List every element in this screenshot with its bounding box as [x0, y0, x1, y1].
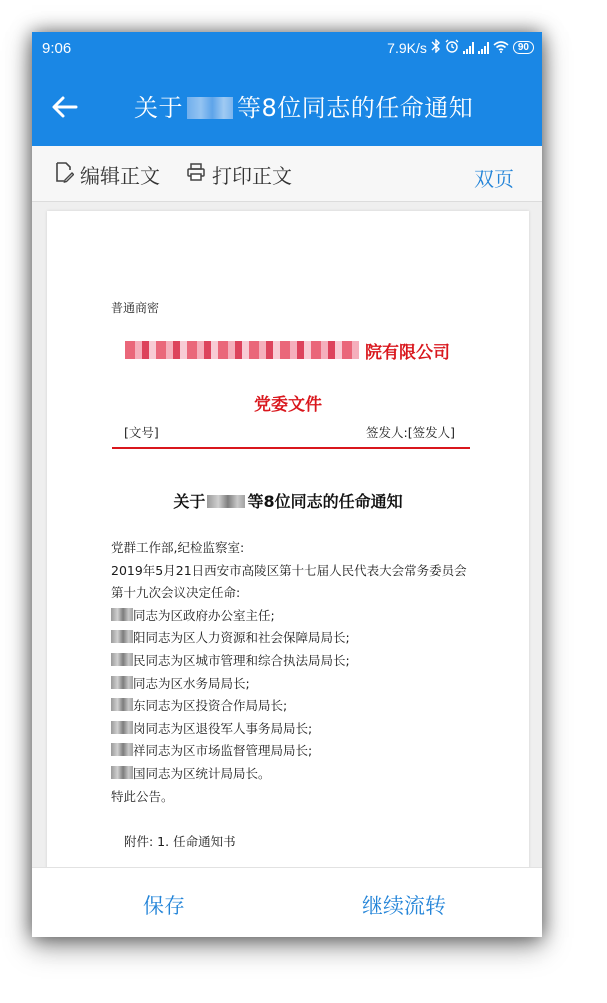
notice-title — [47, 489, 529, 512]
redacted-name-mosaic — [111, 721, 133, 734]
edit-icon — [54, 161, 74, 188]
bluetooth-icon — [431, 39, 441, 56]
issuing-company — [125, 337, 450, 363]
page-title — [134, 88, 473, 123]
document-type-heading: 党委文件 — [254, 395, 322, 415]
wifi-icon — [493, 40, 509, 56]
red-divider — [112, 447, 470, 449]
redacted-name-mosaic — [111, 608, 133, 621]
redacted-name-mosaic — [187, 97, 233, 119]
appointment-text: 岗同志为区退役军人事务局局长; — [133, 720, 313, 736]
redacted-name-mosaic — [111, 698, 133, 711]
redacted-name-mosaic — [111, 743, 133, 756]
printer-icon — [186, 162, 206, 187]
appointment-item — [111, 673, 501, 696]
edit-text-label: 编辑正文 — [80, 164, 160, 188]
document-signer: 签发人:[签发人] — [366, 425, 455, 440]
phone-screen — [32, 32, 542, 937]
notice-title-prefix: 关于 — [173, 492, 206, 511]
appointment-item — [111, 740, 501, 763]
appointment-text: 同志为区水务局局长; — [133, 675, 250, 691]
appointment-item — [111, 718, 501, 741]
redacted-name-mosaic — [207, 495, 245, 508]
bottom-action-bar — [32, 867, 542, 937]
appointment-item — [111, 695, 501, 718]
appointment-item — [111, 763, 501, 786]
status-bar — [32, 32, 542, 66]
appointment-text: 同志为区政府办公室主任; — [133, 607, 275, 623]
edit-text-button[interactable] — [54, 160, 160, 189]
alarm-icon — [445, 39, 459, 56]
page-title-suffix: 等8位同志的任命通知 — [237, 94, 474, 122]
appointment-text: 民同志为区城市管理和综合执法局局长; — [133, 652, 350, 668]
page-title-prefix: 关于 — [134, 94, 183, 122]
continue-forward-button[interactable]: 继续流转 — [362, 894, 446, 918]
appointment-item — [111, 650, 501, 673]
back-arrow-icon[interactable] — [48, 90, 82, 124]
document-toolbar — [32, 146, 542, 202]
notice-body — [111, 537, 501, 808]
battery-indicator: 90 — [513, 41, 534, 54]
document-number: [文号] — [124, 425, 159, 440]
signal-icon — [463, 42, 474, 54]
status-indicators — [387, 39, 534, 56]
document-viewer[interactable] — [32, 203, 542, 867]
redacted-name-mosaic — [111, 653, 133, 666]
intro-line: 第十九次会议决定任命: — [111, 585, 241, 601]
intro-line: 2019年5月21日西安市高陵区第十七届人民代表大会常务委员会 — [111, 562, 467, 578]
print-text-button[interactable] — [186, 160, 292, 189]
print-text-label: 打印正文 — [212, 164, 292, 188]
recipients-line: 党群工作部,纪检监察室: — [111, 540, 245, 555]
notice-title-suffix: 等8位同志的任命通知 — [247, 492, 403, 511]
app-bar — [32, 66, 542, 146]
appointment-item — [111, 627, 501, 650]
attachment-line: 附件: 1. 任命通知书 — [124, 834, 236, 849]
secrecy-level: 普通商密 — [111, 301, 160, 315]
appointment-text: 东同志为区投资合作局局长; — [133, 698, 288, 714]
redacted-company-mosaic — [125, 341, 359, 359]
save-button[interactable]: 保存 — [143, 894, 185, 918]
status-time: 9:06 — [42, 40, 72, 57]
redacted-name-mosaic — [111, 766, 133, 779]
appointment-text: 阳同志为区人力资源和社会保障局局长; — [133, 630, 350, 646]
signal-icon — [478, 42, 489, 54]
double-page-toggle[interactable]: 双页 — [474, 167, 514, 191]
appointment-item — [111, 605, 501, 628]
closing-line: 特此公告。 — [111, 788, 174, 804]
company-suffix: 院有限公司 — [365, 342, 450, 363]
network-speed: 7.9K/s — [387, 39, 427, 56]
appointment-text: 国同志为区统计局局长。 — [133, 765, 271, 781]
redacted-name-mosaic — [111, 676, 133, 689]
document-page — [47, 211, 529, 867]
appointment-text: 祥同志为区市场监督管理局局长; — [133, 743, 313, 759]
redacted-name-mosaic — [111, 630, 133, 643]
